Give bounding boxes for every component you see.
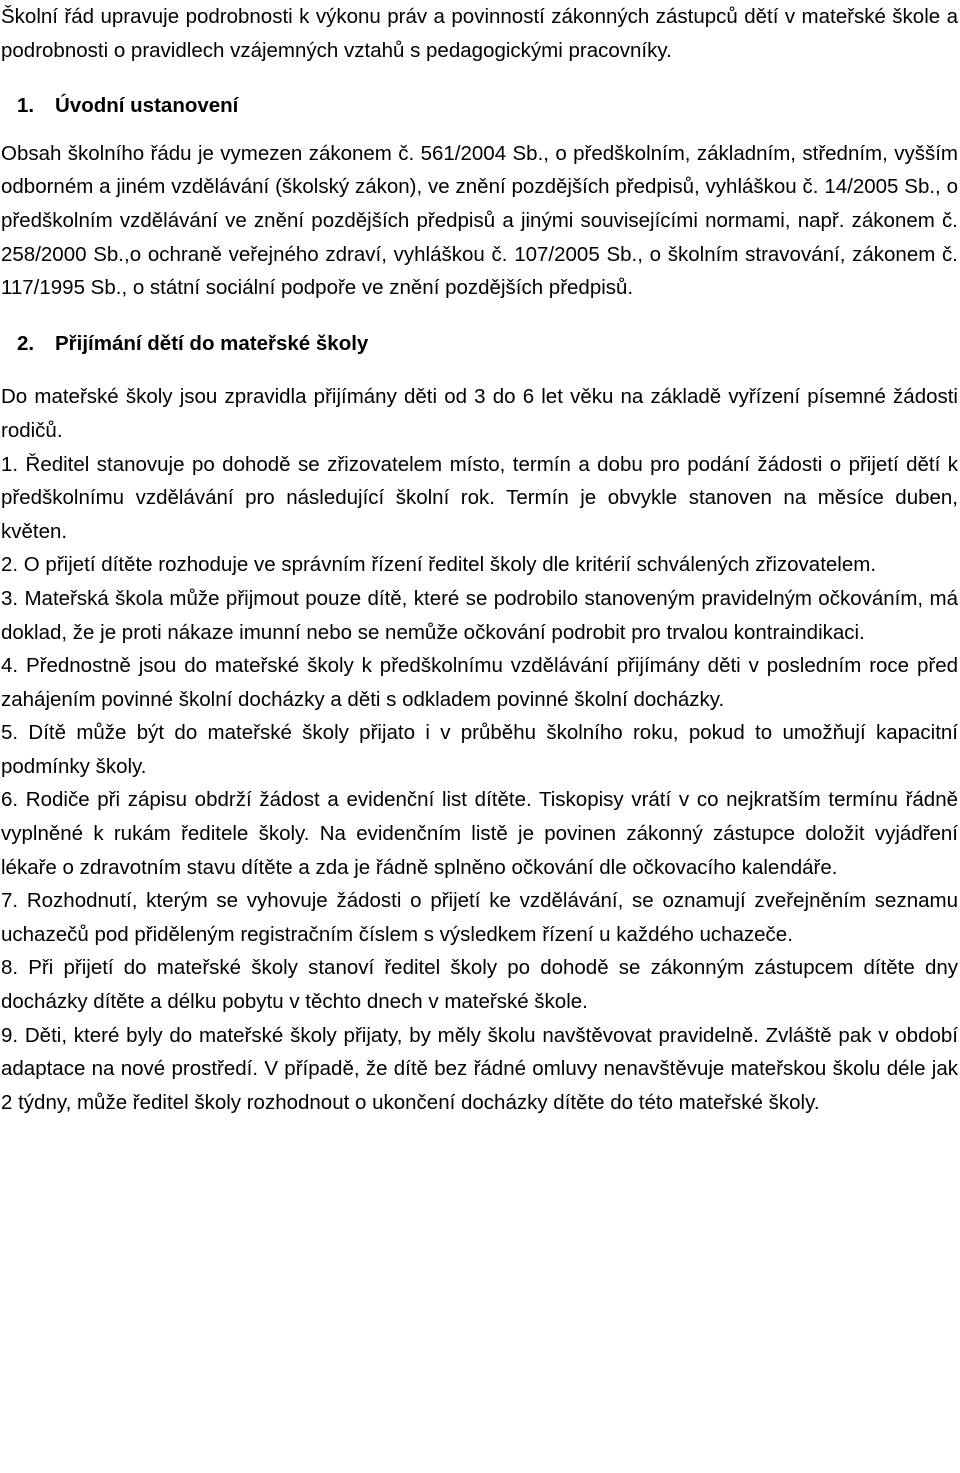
section-2-intro: Do mateřské školy jsou zpravidla přijímány děti od 3 do 6 let věku na základě vyřízení písemné žádosti rodičů. xyxy=(1,385,958,442)
list-item: 9. Děti, které byly do mateřské školy přijaty, by měly školu navštěvovat pravidelně. Zvláště pak v období adaptace na nové prostředí. V případě, že dítě bez řádné omluvy nenavštěvuje mateřskou školu déle jak 2 týdny, může ředitel školy rozhodnout o ukončení docházky dítěte do této mateřské školy. xyxy=(1,1023,958,1114)
section-2-heading xyxy=(1,327,958,361)
list-item: 3. Mateřská škola může přijmout pouze dítě, které se podrobilo stanoveným pravidelným očkováním, má doklad, že je proti nákaze imunní nebo se nemůže očkování podrobit pro trvalou kontraindikaci. xyxy=(1,586,958,644)
list-item: 2. O přijetí dítěte rozhoduje ve správním řízení ředitel školy dle kritérií schválených zřizovatelem. xyxy=(1,553,877,577)
section-1-heading xyxy=(1,89,958,123)
section-2-title: Přijímání dětí do mateřské školy xyxy=(55,331,369,355)
list-item: 6. Rodiče při zápisu obdrží žádost a evidenční list dítěte. Tiskopisy vrátí v co nejkratším termínu řádně vyplněné k rukám ředitele školy. Na evidenčním listě je povinen zákonný zástupce doložit vyjádření lékaře o zdravotním stavu dítěte a zda je řádně splněno očkování dle očkovacího kalendáře. xyxy=(1,788,958,879)
list-item: 1. Ředitel stanovuje po dohodě se zřizovatelem místo, termín a dobu pro podání žádosti o přijetí dětí k předškolnímu vzdělávání pro následující školní rok. Termín je obvykle stanoven na měsíce duben, květen. xyxy=(1,452,958,543)
list-item: 4. Přednostně jsou do mateřské školy k předškolnímu vzdělávání přijímány děti v posledním roce před zahájením povinné školní docházky a děti s odkladem povinné školní docházky. xyxy=(1,654,958,711)
list-item: 7. Rozhodnutí, kterým se vyhovuje žádosti o přijetí ke vzdělávání, se oznamují zveřejněním seznamu uchazečů pod přiděleným registračním číslem s výsledkem řízení u každého uchazeče. xyxy=(1,889,958,946)
list-item: 8. Při přijetí do mateřské školy stanoví ředitel školy po dohodě se zákonným zástupcem dítěte dny docházky dítěte a délku pobytu v těchto dnech v mateřské škole. xyxy=(1,956,958,1014)
section-2-number: 2. xyxy=(17,331,35,355)
section-1-title: Úvodní ustanovení xyxy=(55,94,239,118)
section-1-body: Obsah školního řádu je vymezen zákonem č. 561/2004 Sb., o předškolním, základním, středním, vyšším odborném a jiném vzdělávání (školský zákon), ve znění pozdějších předpisů, vyhláškou č. 14/2005 Sb., o předškolním vzdělávání ve znění pozdějších předpisů a jinými souvisejícími normami, např. zákonem č. 258/2000 Sb.,o ochraně veřejného zdraví, vyhláškou č. 107/2005 Sb., o školním stravování, zákonem č. 117/1995 Sb., o státní sociální podpoře ve znění pozdějších předpisů. xyxy=(1,141,958,300)
section-1-number: 1. xyxy=(17,94,35,118)
intro-paragraph: Školní řád upravuje podrobnosti k výkonu práv a povinností zákonných zástupců dětí v mateřské škole a podrobnosti o pravidlech vzájemných vztahů s pedagogickými pracovníky. xyxy=(1,5,958,62)
list-item: 5. Dítě může být do mateřské školy přijato i v průběhu školního roku, pokud to umožňují kapacitní podmínky školy. xyxy=(1,721,958,778)
